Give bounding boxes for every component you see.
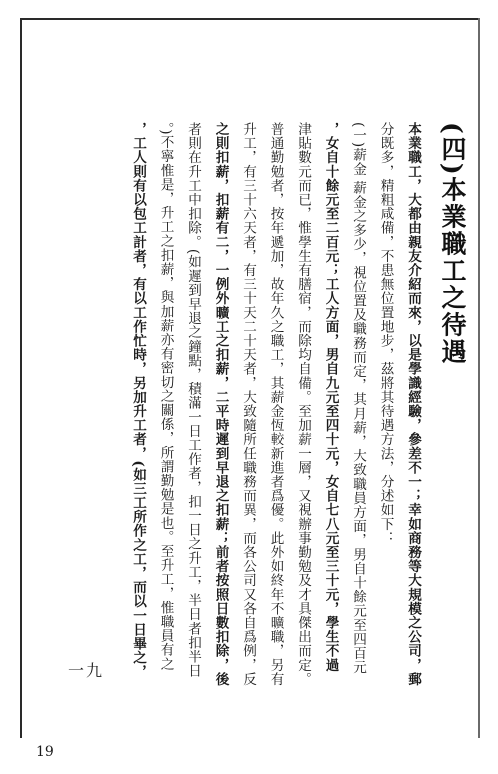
page-border-right bbox=[478, 18, 480, 738]
text-column: 升工，有三十六天者，有三十天二十天者，大致隨所任職務而異，而各公司又各自爲例，反 bbox=[240, 122, 256, 686]
text-column: 之則扣薪，扣薪有二，一例外曠工之扣薪，二平時遲到早退之扣薪；前者按照日數扣除，後 bbox=[212, 122, 229, 686]
page-number: 19 bbox=[36, 744, 54, 760]
text-column: 分既多，精粗咸備，不患無位置地步，茲將其待遇方法，分述如下： bbox=[377, 122, 394, 545]
page-number-chinese: 一九 bbox=[68, 661, 105, 680]
vertical-text-block bbox=[130, 122, 472, 686]
text-column: (一)薪金 薪金之多少，視位置及職務而定，其月薪，大致職員方面，男自十餘元至四百元 bbox=[350, 122, 366, 675]
text-column: 。)不寧惟是，升工之扣薪，與加薪亦有密切之關係，所謂勤勉是也。至升工，惟職員有之 bbox=[157, 122, 174, 671]
text-column: ，女自十餘元至二百元；工人方面，男自九元至四十元，女自七八元至三十元，學生不過 bbox=[322, 122, 339, 672]
text-column: 普通勤勉者，按年遞加，故年久之職工，其薪金恆較新進者爲優。此外如終年不曠職，另有 bbox=[267, 122, 284, 686]
text-column: 本業職工，大都由親友介紹而來，以是學識經驗，參差不一；幸如商務等大規模之公司，郵 bbox=[405, 122, 421, 686]
page-border-top bbox=[20, 18, 480, 20]
page-border-left bbox=[20, 18, 22, 738]
text-column: ，工人則有以包工計者，有以工作忙時，另加升工者，(如三工所作之工，而以一日畢之， bbox=[130, 122, 146, 679]
section-heading: (四)本業職工之待遇 bbox=[438, 122, 467, 366]
text-column: 者則在升工中扣除。(如遲到早退之鐘點，積滿一日工作者，扣一日之升工，半日者扣半日 bbox=[185, 122, 201, 678]
text-column: 津貼數元而已，惟學生有膳宿，而除均自備。至加薪一層，又視辦事勤勉及才具傑出而定。 bbox=[295, 122, 311, 686]
